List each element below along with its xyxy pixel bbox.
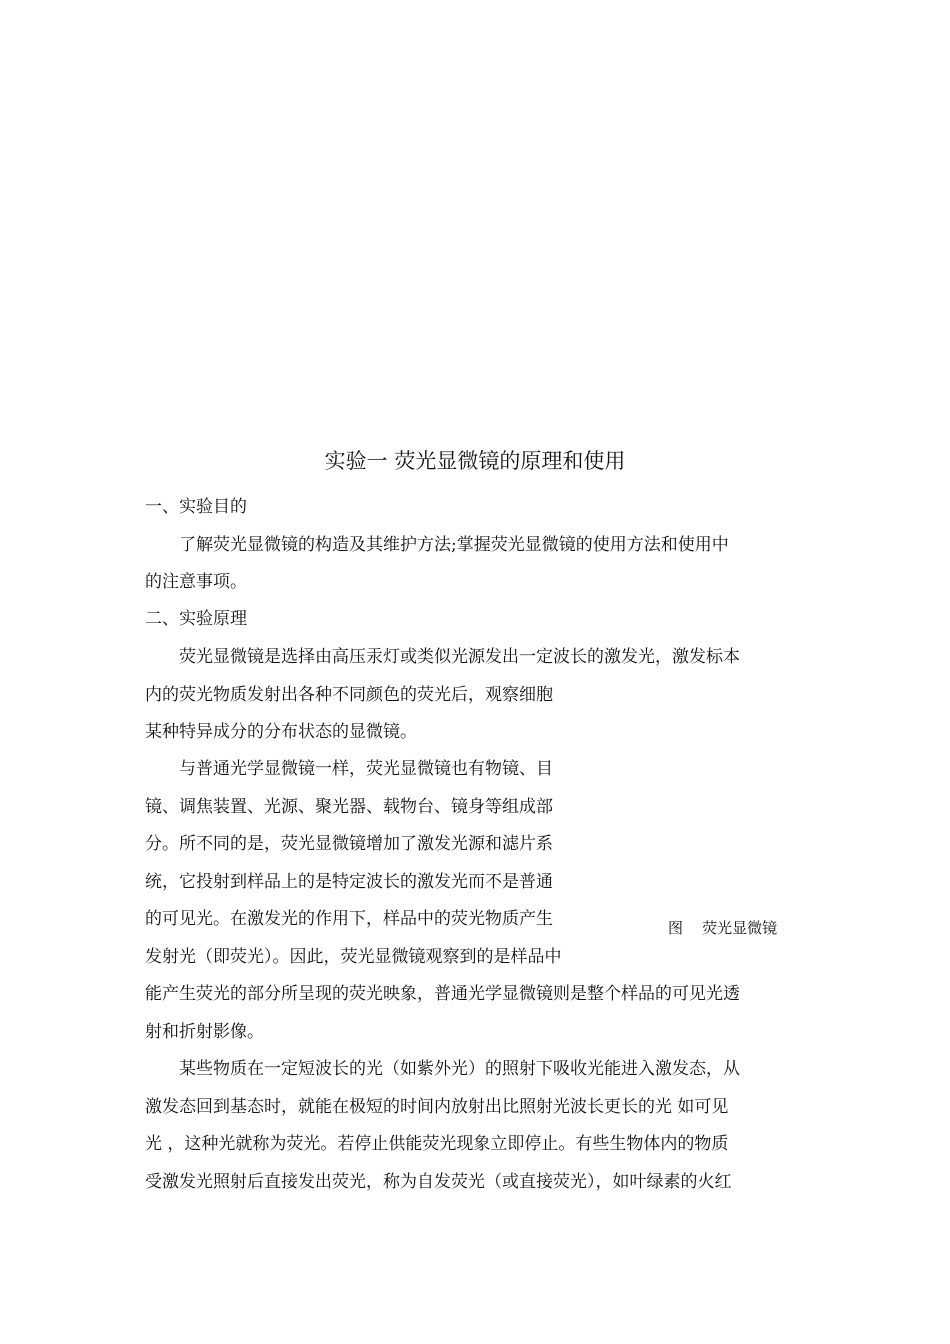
paragraph-line: 能产生荧光的部分所呈现的荧光映象，普通光学显微镜则是整个样品的可见光透 (145, 984, 740, 1004)
section-heading-principle: 二、实验原理 (145, 609, 247, 629)
paragraph-line: 镜、调焦装置、光源、聚光器、载物台、镜身等组成部 (145, 797, 553, 817)
figure-caption: 图 荧光显微镜 (668, 919, 778, 937)
paragraph-line: 了解荧光显微镜的构造及其维护方法;掌握荧光显微镜的使用方法和使用中 (179, 535, 729, 555)
paragraph-line: 受激发光照射后直接发出荧光，称为自发荧光（或直接荧光），如叶绿素的火红 (145, 1172, 732, 1192)
microscope-figure-placeholder (612, 688, 812, 908)
paragraph-line: 某种特异成分的分布状态的显微镜。 (145, 722, 417, 742)
paragraph-line: 发射光（即荧光）。因此，荧光显微镜观察到的是样品中 (145, 947, 562, 967)
paragraph-line: 射和折射影像。 (145, 1022, 264, 1042)
paragraph-line: 的注意事项。 (145, 572, 247, 592)
paragraph-line: 荧光显微镜是选择由高压汞灯或类似光源发出一定波长的激发光，激发标本 (179, 647, 740, 667)
paragraph-line: 的可见光。在激发光的作用下，样品中的荧光物质产生 (145, 909, 553, 929)
paragraph-line: 内的荧光物质发射出各种不同颜色的荧光后，观察细胞 (145, 685, 553, 705)
page-title: 实验一 荧光显微镜的原理和使用 (324, 449, 626, 473)
paragraph-line: 统，它投射到样品上的是特定波长的激发光而不是普通 (145, 872, 553, 892)
paragraph-line: 激发态回到基态时，就能在极短的时间内放射出比照射光波长更长的光 如可见 (145, 1097, 729, 1117)
section-heading-purpose: 一、实验目的 (145, 497, 247, 517)
paragraph-line: 光 ，这种光就称为荧光。若停止供能荧光现象立即停止。有些生物体内的物质 (145, 1134, 729, 1154)
paragraph-line: 某些物质在一定短波长的光（如紫外光）的照射下吸收光能进入激发态，从 (179, 1059, 740, 1079)
paragraph-line: 与普通光学显微镜一样，荧光显微镜也有物镜、目 (179, 759, 553, 779)
paragraph-line: 分。所不同的是，荧光显微镜增加了激发光源和滤片系 (145, 834, 553, 854)
